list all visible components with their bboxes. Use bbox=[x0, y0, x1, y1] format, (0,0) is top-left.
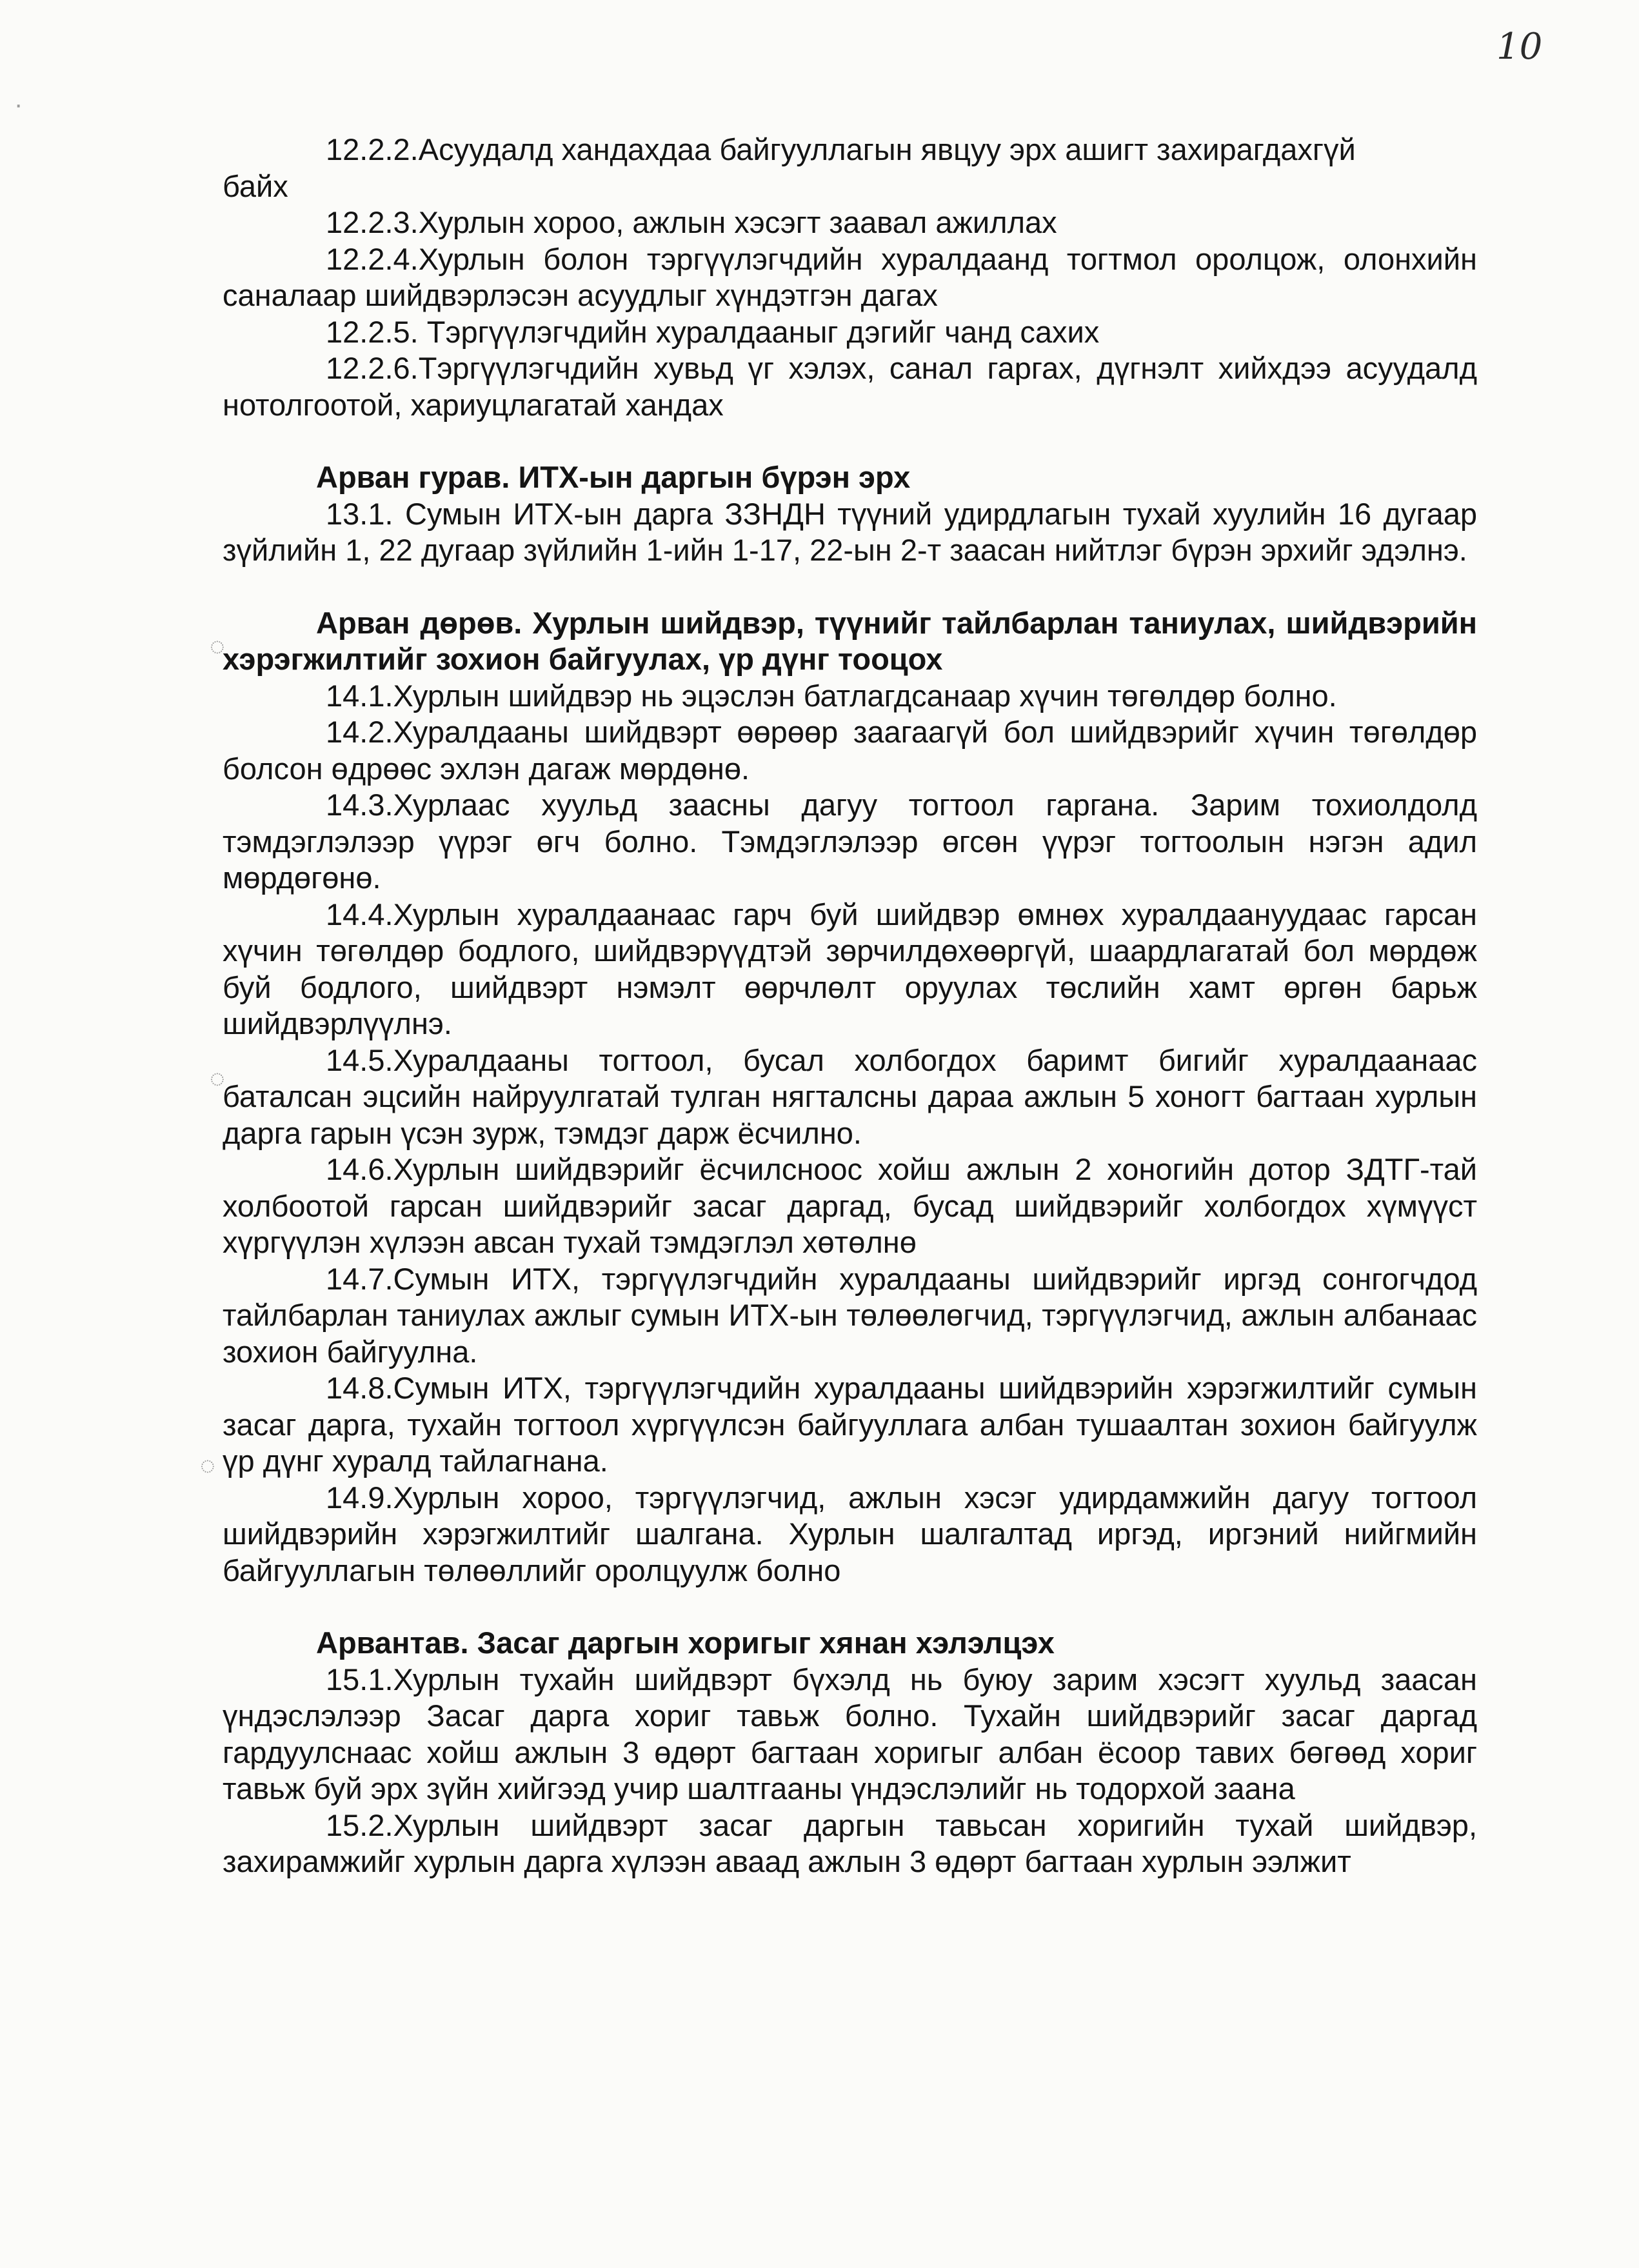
paragraph: 12.2.2.Асуудалд хандахдаа байгууллагын явцуу эрх ашигт захирагдахгүй bbox=[326, 132, 1356, 166]
paragraph: 13.1. Сумын ИТХ-ын дарга ЗЗНДН түүний удирдлагын тухай хуулийн 16 дугаар зүйлийн 1, 22 дугаар зүйлийн 1-ийн 1-17, 22-ын 2-т заасан нийтлэг бүрэн эрхийг эдэлнэ. bbox=[223, 496, 1477, 567]
paragraph: 15.1.Хурлын тухайн шийдвэрт бүхэлд нь буюу зарим хэсэгт хуульд заасан үндэслэлээр Засаг дарга хориг тавьж болно. Тухайн шийдвэрийг засаг даргад гардуулснаас хойш ажлын 3 өдөрт багтаан хоригыг албан ёсоор тавих бөгөөд хориг тавьж буй эрх зүйн хийгээд учир шалтгааны үндэслэлийг нь тодорхой заана bbox=[223, 1662, 1477, 1805]
page-number: 10 bbox=[1496, 26, 1543, 68]
paragraph: 12.2.4.Хурлын болон тэргүүлэгчдийн хуралдаанд тогтмол оролцож, олонхийн саналаар шийдвэрлэсэн асуудлыг хүндэтгэн дагах bbox=[223, 241, 1477, 312]
paragraph: 14.3.Хурлаас хуульд заасны дагуу тогтоол гаргана. Зарим тохиолдолд тэмдэглэлээр үүрэг өгч болно. Тэмдэглэлээр өгсөн үүрэг тогтоолын нэгэн адил мөрдөгөнө. bbox=[223, 788, 1477, 895]
document-body bbox=[223, 132, 1477, 1880]
paragraph: 12.2.6.Тэргүүлэгчдийн хувьд үг хэлэх, санал гаргах, дүгнэлт хийхдээ асуудалд нотолгоотой, хариуцлагатай хандах bbox=[223, 351, 1477, 422]
paragraph: 14.9.Хурлын хороо, тэргүүлэгчид, ажлын хэсэг удирдамжийн дагуу тогтоол шийдвэрийн хэрэгжилтийг шалгана. Хурлын шалгалтад иргэд, иргэний нийгмийн байгууллагын төлөөллийг оролцуулж болно bbox=[223, 1480, 1477, 1587]
paragraph: 14.1.Хурлын шийдвэр нь эцэслэн батлагдсанаар хүчин төгөлдөр болно. bbox=[326, 678, 1337, 713]
paragraph: 12.2.5. Тэргүүлэгчдийн хуралдааныг дэгийг чанд сахих bbox=[326, 314, 1100, 349]
paragraph: байх bbox=[223, 168, 288, 203]
section-gap bbox=[223, 569, 1477, 605]
section-heading: Арвантав. Засаг даргын хоригыг хянан хэлэлцэх bbox=[316, 1626, 1055, 1660]
hole-punch-mark: ◌ bbox=[200, 1451, 215, 1480]
section-heading: Арван гурав. ИТХ-ын даргын бүрэн эрх bbox=[316, 460, 911, 494]
section-heading: Арван дөрөв. Хурлын шийдвэр, түүнийг тайлбарлан таниулах, шийдвэрийн хэрэгжилтийг зохион байгуулах, үр дүнг тооцох bbox=[223, 605, 1477, 676]
section-gap bbox=[223, 423, 1477, 459]
section-gap bbox=[223, 1589, 1477, 1625]
paragraph: 15.2.Хурлын шийдвэрт засаг даргын тавьсан хоригийн тухай шийдвэр, захирамжийг хурлын дарга хүлээн аваад ажлын 3 өдөрт багтаан хурлын ээлжит bbox=[223, 1807, 1477, 1878]
hole-punch-mark: ◌ bbox=[210, 632, 225, 661]
paragraph: 14.2.Хуралдааны шийдвэрт өөрөөр заагаагүй бол шийдвэрийг хүчин төгөлдөр болсон өдрөөс эхлэн дагаж мөрдөнө. bbox=[223, 715, 1477, 786]
hole-punch-mark: ◌ bbox=[210, 1064, 225, 1093]
paragraph: 14.8.Сумын ИТХ, тэргүүлэгчдийн хуралдааны шийдвэрийн хэрэгжилтийг сумын засаг дарга, тухайн тогтоол хүргүүлсэн байгууллага албан тушаалтан зохион байгуулж үр дүнг хуралд тайлагнана. bbox=[223, 1371, 1477, 1478]
scan-speck: · bbox=[14, 90, 23, 119]
paragraph: 14.4.Хурлын хуралдаанаас гарч буй шийдвэр өмнөх хуралдаануудаас гарсан хүчин төгөлдөр бодлого, шийдвэрүүдтэй зөрчилдөхөөргүй, шаардлагатай бол мөрдөж буй бодлого, шийдвэрт нэмэлт өөрчлөлт оруулах төслийн хамт өргөн барьж шийдвэрлүүлнэ. bbox=[223, 897, 1477, 1040]
paragraph: 14.7.Сумын ИТХ, тэргүүлэгчдийн хуралдааны шийдвэрийг иргэд сонгогчдод тайлбарлан таниулах ажлыг сумын ИТХ-ын төлөөлөгчид, тэргүүлэгчид, ажлын албанаас зохион байгуулна. bbox=[223, 1261, 1477, 1369]
paragraph: 14.6.Хурлын шийдвэрийг ёсчилсноос хойш ажлын 2 хоногийн дотор ЗДТГ-тай холбоотой гарсан шийдвэрийг засаг даргад, бусад шийдвэрийг холбогдох хүмүүст хүргүүлэн хүлээн авсан тухай тэмдэглэл хөтөлнө bbox=[223, 1152, 1477, 1259]
paragraph: 12.2.3.Хурлын хороо, ажлын хэсэгт заавал ажиллах bbox=[326, 205, 1057, 239]
paragraph: 14.5.Хуралдааны тогтоол, бусал холбогдох баримт бигийг хуралдаанаас баталсан эцсийн найруулгатай тулган нягталсны дараа ажлын 5 хоногт багтаан хурлын дарга гарын үсэн зурж, тэмдэг дарж ёсчилно. bbox=[223, 1042, 1477, 1150]
